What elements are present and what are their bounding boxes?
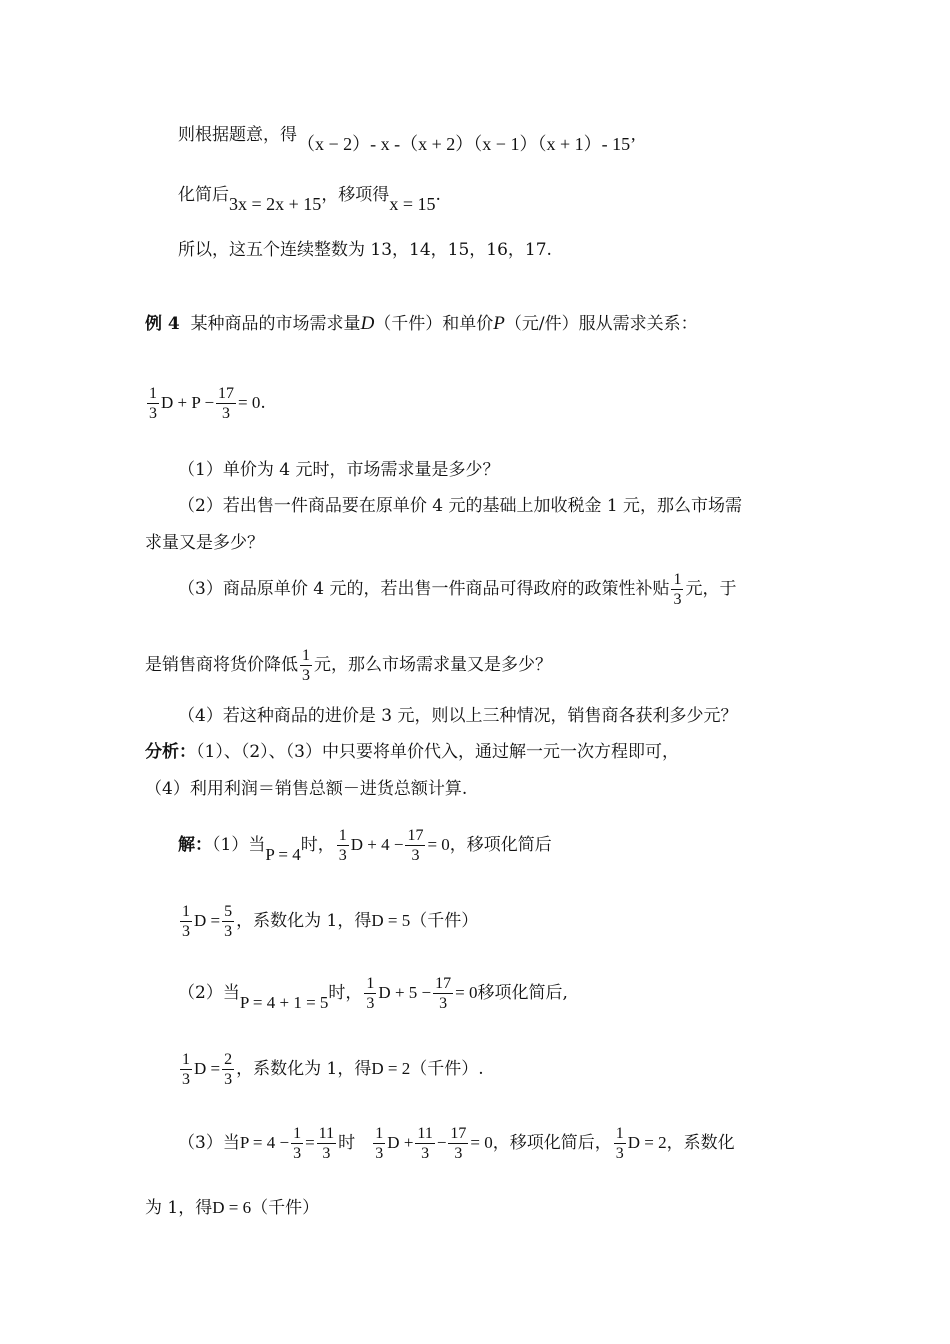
denominator: 3 [182, 923, 190, 940]
fraction-one-third [147, 384, 159, 423]
fraction-one-third [291, 1124, 303, 1163]
text: ，系数化为 1，得 [236, 911, 372, 931]
text: 时， [328, 983, 363, 1003]
text: 时， [300, 835, 335, 855]
equation: D = 6 [212, 1198, 252, 1217]
text: 则根据题意，得 [178, 125, 297, 145]
equation: P = 4 [265, 845, 301, 864]
equation-part: P = 4 − [239, 1133, 290, 1152]
equation-part: D + P − [161, 393, 215, 412]
equation-part: = 0 [470, 1133, 493, 1152]
text: 移项化简后, [477, 983, 568, 1003]
denominator: 3 [454, 1145, 463, 1162]
equation-part: D = [194, 911, 221, 930]
numerator: 1 [182, 1051, 190, 1068]
denominator: 3 [224, 1071, 233, 1088]
text: （2）当 [178, 983, 240, 1003]
numerator: 17 [218, 385, 235, 402]
question-3-line-1 [178, 570, 736, 609]
numerator: 1 [615, 1125, 624, 1142]
equation-part: D = [194, 1059, 221, 1078]
denominator: 3 [615, 1145, 624, 1162]
unit: （千件） [410, 911, 479, 931]
question-3-line-2 [145, 646, 552, 685]
fraction-one-third [180, 1050, 192, 1089]
fraction-seventeen-thirds [405, 826, 425, 865]
question-text: 元，于 [685, 579, 737, 599]
numerator: 1 [293, 1125, 302, 1142]
denominator: 3 [338, 847, 347, 864]
question-text: （3）商品原单价 4 元的，若出售一件商品可得政府的政策性补贴 [178, 579, 670, 599]
solution-2-line-2 [178, 1050, 484, 1089]
denominator: 3 [411, 847, 420, 864]
text: 某种商品的市场需求量 [190, 314, 361, 334]
fraction-one-third [614, 1124, 626, 1163]
solution-3-line-2 [145, 1196, 319, 1220]
fraction-eleven-thirds [317, 1124, 336, 1163]
text: （3）当 [178, 1133, 240, 1153]
denominator: 3 [182, 1071, 190, 1088]
numerator: 1 [182, 903, 190, 920]
equation-part: = 0 [427, 835, 450, 854]
equation-part: = [305, 1133, 315, 1152]
analysis-text: （4）利用利润＝销售总额－进货总额计算. [145, 779, 468, 799]
unit: （千件）. [410, 1059, 484, 1079]
text: 化简后 [178, 185, 229, 205]
numerator: 1 [366, 975, 375, 992]
analysis-line-2 [145, 777, 467, 801]
equation: P = 4 + 1 = 5 [239, 993, 329, 1012]
equation-part: = 0 [238, 393, 261, 412]
solution-2-line-1 [178, 974, 568, 1013]
question-text: （4）若这种商品的进价是 3 元，则以上三种情况，销售商各获利多少元？ [178, 706, 738, 726]
question-text: （1）单价为 4 元时，市场需求量是多少？ [178, 460, 500, 480]
solution-label: 解： [178, 835, 212, 855]
fraction-five-thirds [222, 902, 234, 941]
numerator: 11 [318, 1125, 335, 1142]
fraction-seventeen-thirds [448, 1124, 468, 1163]
fraction-eleven-thirds [415, 1124, 434, 1163]
numerator: 1 [302, 647, 310, 664]
numerator: 2 [224, 1051, 233, 1068]
fraction-one-third [373, 1124, 385, 1163]
solution-1-line-1 [178, 826, 552, 865]
variable-p: P [493, 313, 505, 334]
equation-part: − [436, 1133, 447, 1152]
equation: D = 5 [371, 911, 411, 930]
example-label: 例 4 [145, 314, 180, 334]
denominator: 3 [322, 1145, 331, 1162]
denominator: 3 [375, 1145, 384, 1162]
question-2-line-2 [145, 531, 264, 555]
text: 时 [338, 1133, 356, 1153]
fraction-one-third [337, 826, 349, 865]
variable-d: D [360, 313, 375, 334]
text: ，移项化简后 [449, 835, 552, 855]
equation-part: D + [387, 1133, 414, 1152]
numerator: 17 [450, 1125, 467, 1142]
solution-3-line-1 [178, 1124, 735, 1163]
period: . [435, 185, 441, 205]
conclusion-text: 所以，这五个连续整数为 13，14，15，16，17. [178, 240, 552, 260]
text: ，系数化为 1，得 [236, 1059, 372, 1079]
denominator: 3 [293, 1145, 302, 1162]
fraction-one-third [364, 974, 376, 1013]
fraction-seventeen-thirds [433, 974, 453, 1013]
question-text: 求量又是多少？ [145, 533, 264, 553]
question-text: 是销售商将货价降低 [145, 655, 298, 675]
analysis-text: （1）、（2）、（3）中只要将单价代入，通过解一元一次方程即可， [196, 742, 679, 762]
question-text: 元，那么市场需求量又是多少？ [314, 655, 552, 675]
denominator: 3 [302, 667, 310, 684]
equation: D = 2 [371, 1059, 411, 1078]
question-text: （2）若出售一件商品要在原单价 4 元的基础上加收税金 1 元，那么市场需 [178, 496, 743, 516]
fraction-two-thirds [222, 1050, 234, 1089]
numerator: 5 [224, 903, 233, 920]
numerator: 17 [435, 975, 452, 992]
denominator: 3 [421, 1145, 430, 1162]
numerator: 1 [673, 571, 682, 588]
text: （千件）和单价 [374, 314, 494, 334]
equation-part: D + 5 − [378, 983, 432, 1002]
question-1 [178, 458, 499, 482]
question-2-line-1 [178, 494, 742, 518]
equation: x = 15 [389, 194, 436, 214]
numerator: 1 [375, 1125, 384, 1142]
text: 为 1，得 [145, 1198, 213, 1218]
unit: （千件） [251, 1198, 320, 1218]
text: ，移项化简后， [492, 1133, 612, 1153]
period: . [260, 393, 266, 413]
fraction-one-third [180, 902, 192, 941]
text: ，系数化 [666, 1133, 735, 1153]
solution-1-line-2 [178, 902, 478, 941]
denominator: 3 [224, 923, 233, 940]
numerator: 1 [149, 385, 157, 402]
text: ，移项得 [321, 185, 390, 205]
text: （元/件）服从需求关系： [504, 314, 698, 334]
demand-equation [145, 384, 266, 423]
numerator: 17 [407, 827, 424, 844]
denominator: 3 [439, 995, 448, 1012]
question-4 [178, 704, 737, 728]
analysis-label: 分析： [145, 742, 196, 762]
equation-part: = 0 [455, 983, 478, 1002]
fraction-one-third [300, 646, 312, 685]
fraction-one-third [671, 570, 683, 609]
equation: 3x = 2x + 15 [229, 194, 322, 214]
conclusion-line [178, 238, 552, 262]
numerator: 1 [338, 827, 347, 844]
equation: D = 2 [627, 1133, 667, 1152]
denominator: 3 [673, 591, 682, 608]
derivation-line-1 [178, 122, 637, 154]
example-4-heading [145, 312, 698, 336]
fraction-seventeen-thirds [216, 384, 236, 423]
equation-part: D + 4 − [350, 835, 404, 854]
denominator: 3 [149, 405, 157, 422]
analysis-line-1 [145, 740, 679, 764]
denominator: 3 [366, 995, 375, 1012]
denominator: 3 [222, 405, 231, 422]
equation: （x − 2）- x -（x + 2）（x − 1）（x + 1）- 15’ [297, 134, 637, 154]
numerator: 11 [417, 1125, 433, 1142]
derivation-line-2 [178, 182, 441, 214]
text: （1）当 [212, 835, 266, 855]
